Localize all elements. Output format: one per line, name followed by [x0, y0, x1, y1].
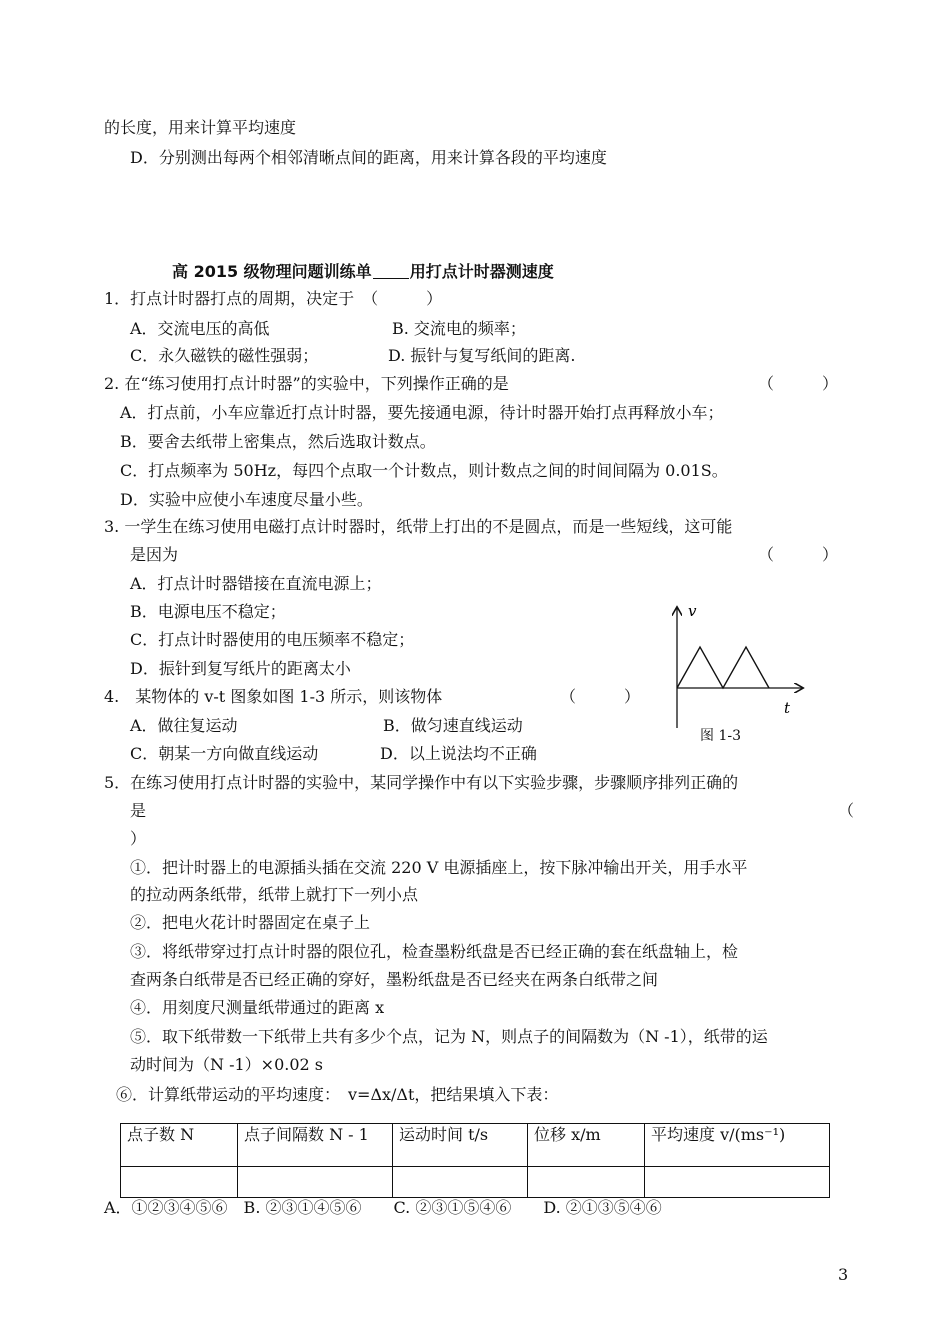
table-row [121, 1167, 830, 1198]
table-cell[interactable] [393, 1167, 528, 1198]
table-header-cell: 位移 x/m [528, 1124, 645, 1167]
prev-question-option-d: D．分别测出每两个相邻清晰点间的距离，用来计算各段的平均速度 [130, 148, 607, 167]
q4-option-b: B．做匀速直线运动 [383, 716, 523, 735]
q3-stem-line1: 3. 一学生在练习使用电磁打点计时器时，纸带上打出的不是圆点，而是一些短线，这可能 [104, 517, 733, 536]
table-header-cell: 点子数 N [121, 1124, 238, 1167]
q3-option-c: C．打点计时器使用的电压频率不稳定； [130, 630, 415, 649]
q5-step4: ④．用刻度尺测量纸带通过的距离 x [130, 998, 385, 1017]
t-axis-label: t [784, 699, 791, 717]
worksheet-title [172, 261, 554, 283]
q2-stem: 2. 在“练习使用打点计时器”的实验中，下列操作正确的是 [104, 374, 509, 393]
table-header-row [121, 1124, 830, 1167]
worksheet-title-left: 高 2015 级物理问题训练单 [172, 262, 372, 281]
table-header-cell: 平均速度 v/(ms⁻¹) [645, 1124, 830, 1167]
q4-option-d: D．以上说法均不正确 [380, 744, 537, 763]
table-cell[interactable] [121, 1167, 238, 1198]
q4-option-a: A．做往复运动 [130, 716, 238, 735]
q5-stem-line1: 5．在练习使用打点计时器的实验中，某同学操作中有以下实验步骤，步骤顺序排列正确的 [104, 773, 739, 792]
q5-paren-open: （ [838, 801, 855, 820]
prev-question-tail: 的长度，用来计算平均速度 [104, 118, 297, 137]
q5-stem-line2: 是 [130, 801, 147, 820]
page-number: 3 [838, 1265, 849, 1284]
table-cell[interactable] [645, 1167, 830, 1198]
q1-option-b: B. 交流电的频率； [392, 319, 526, 338]
worksheet-title-right: 用打点计时器测速度 [409, 262, 554, 281]
table-header-cell: 运动时间 t/s [393, 1124, 528, 1167]
q2-option-a: A．打点前，小车应靠近打点计时器，要先接通电源，待计时器开始打点再释放小车； [120, 403, 724, 422]
q4-answer-paren: （ ） [560, 687, 641, 706]
q4-stem: 4. 某物体的 v-t 图象如图 1-3 所示，则该物体 [104, 687, 443, 706]
q3-option-d: D．振针到复写纸片的距离太小 [130, 659, 351, 678]
q3-option-a: A．打点计时器错接在直流电源上； [130, 574, 382, 593]
results-table [120, 1123, 830, 1198]
q5-step1-line2: 的拉动两条纸带，纸带上就打下一列小点 [130, 885, 419, 904]
q5-step2: ②．把电火花计时器固定在桌子上 [130, 913, 371, 932]
table-cell[interactable] [528, 1167, 645, 1198]
v-axis-label: v [688, 602, 697, 620]
q3-option-b: B．电源电压不稳定； [130, 602, 286, 621]
q1-option-a: A．交流电压的高低 [130, 319, 270, 338]
figure-caption: 图 1-3 [700, 728, 741, 744]
q3-stem-line2: 是因为 [130, 545, 179, 564]
q5-step6: ⑥．计算纸带运动的平均速度： v=Δx/Δt，把结果填入下表： [116, 1085, 559, 1104]
q1-option-d: D. 振针与复写纸间的距离. [388, 346, 576, 365]
q3-answer-paren: （ ） [758, 545, 839, 564]
q5-step3-line2: 查两条白纸带是否已经正确的穿好，墨粉纸盘是否已经夹在两条白纸带之间 [130, 970, 659, 989]
q5-step5-line1: ⑤．取下纸带数一下纸带上共有多少个点，记为 N，则点子的间隔数为（N -1），纸带的运 [130, 1027, 768, 1046]
table-header-cell: 点子间隔数 N - 1 [238, 1124, 393, 1167]
title-blank [373, 262, 409, 279]
q2-option-d: D．实验中应使小车速度尽量小些。 [120, 490, 373, 509]
q5-step1-line1: ①．把计时器上的电源插头插在交流 220 V 电源插座上，按下脉冲输出开关，用手水平 [130, 858, 748, 877]
q1-stem: 1．打点计时器打点的周期，决定于 （ ） [104, 289, 443, 308]
q2-option-c: C．打点频率为 50Hz，每四个点取一个计数点，则计数点之间的时间间隔为 0.01S。 [120, 461, 728, 480]
q1-option-c: C．永久磁铁的磁性强弱； [130, 346, 319, 365]
q5-step5-line2: 动时间为（N -1）×0.02 s [130, 1055, 324, 1074]
velocity-curve [677, 647, 769, 688]
table-cell[interactable] [238, 1167, 393, 1198]
q5-options: A．①②③④⑤⑥ B. ②③①④⑤⑥ C. ②③①⑤④⑥ D. ②①③⑤④⑥ [104, 1198, 662, 1217]
q2-answer-paren: （ ） [758, 374, 839, 393]
q2-option-b: B．要舍去纸带上密集点，然后选取计数点。 [120, 432, 436, 451]
q5-step3-line1: ③．将纸带穿过打点计时器的限位孔，检查墨粉纸盘是否已经正确的套在纸盘轴上，检 [130, 942, 739, 961]
q4-option-c: C．朝某一方向做直线运动 [130, 744, 319, 763]
q5-paren-close: ） [130, 829, 147, 848]
